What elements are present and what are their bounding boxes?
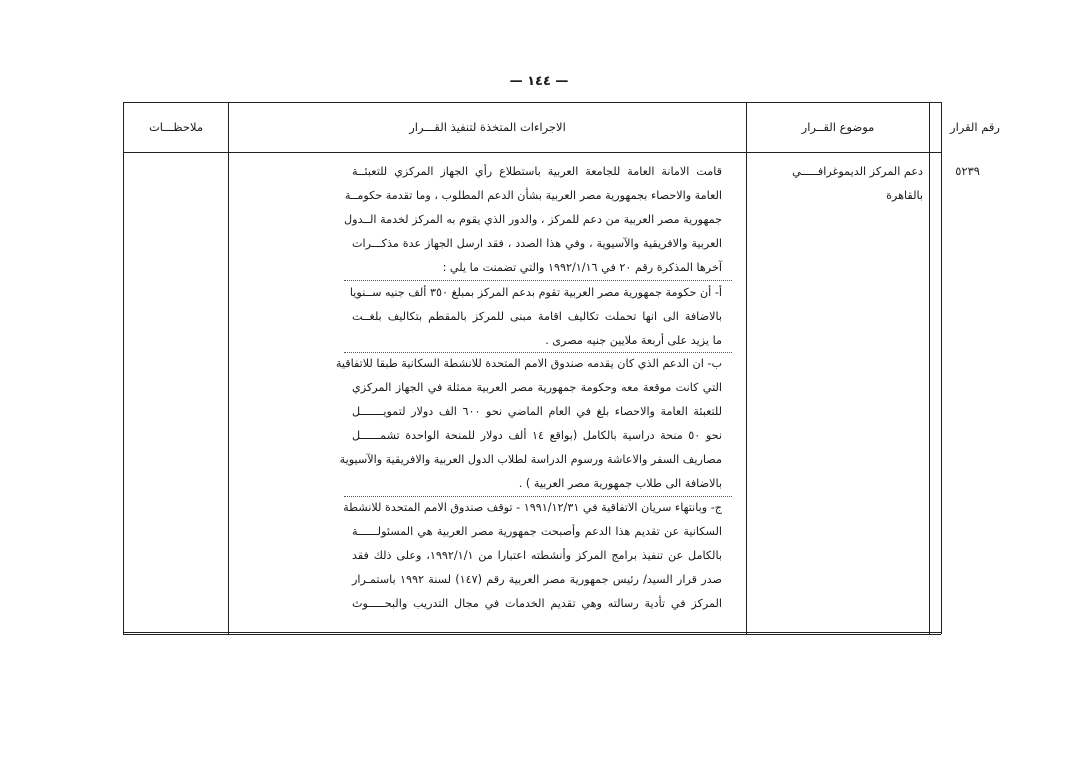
intro-line: آخرها المذكرة رقم ٢٠ في ١٩٩٢/١/١٦ والتي تضمنت ما يلي :: [442, 261, 722, 274]
header-decision-number-text: رقم القرار: [950, 120, 1000, 134]
item-c-line: المركز في تأدية رسالته وهي تقديم الخدمات في مجال التدريب والبحـــــوث: [352, 597, 722, 610]
item-b-line: ب- ان الدعم الذي كان يقدمه صندوق الامم المتحدة للانشطة السكانية طبقا للاتفاقية: [335, 357, 722, 370]
intro-line: العربية والافريقية والآسيوية ، وفي هذا الصدد ، فقد ارسل الجهاز عدة مذكـــرات: [352, 237, 722, 250]
col-border-notes-actions: [228, 102, 229, 634]
item-b-line: التي كانت موقعة معه وحكومة جمهورية مصر العربية ممثلة في الجهاز المركزي: [352, 381, 722, 394]
item-c-line: بالكامل عن تنفيذ برامج المركز وأنشطته اعتبارا من ١٩٩٢/١/١، وعلى ذلك فقد: [352, 549, 722, 562]
table-bottom-border-2: [123, 634, 941, 635]
header-actions: الاجراءات المتخذة لتنفيذ القـــرار: [409, 120, 566, 134]
intro-line: جمهورية مصر العربية من دعم للمركز ، والدور الذي يقوم به المركز لخدمة الــدول: [344, 213, 722, 226]
item-b-line: للتعبئة العامة والاحصاء بلغ في العام الماضي نحو ٦٠٠ الف دولار لتمويـــــــل: [352, 405, 722, 418]
intro-line: العامة والاحصاء بجمهورية مصر العربية بشأن الدعم المطلوب ، وما تقدمة حكومــة: [344, 189, 722, 202]
col-border-left: [123, 102, 124, 634]
item-a-line: بالاضافة الى انها تحملت تكاليف اقامة مبنى للمركز بالمقطم بتكاليف بلغــت: [352, 310, 722, 323]
table-header-divider: [123, 152, 941, 153]
col-border-subject-number: [929, 102, 930, 634]
header-decision-number: [930, 102, 1000, 152]
item-a-line: أ- أن حكومة جمهورية مصر العربية تقوم بدعم المركز بمبلغ ٣٥٠ ألف جنيه ســنويا: [349, 286, 722, 299]
header-subject: موضوع القــرار: [801, 120, 875, 134]
item-a-line: ما يزيد على أربعة ملايين جنيه مصرى .: [545, 334, 722, 347]
col-border-right: [941, 102, 942, 634]
table-bottom-border: [123, 632, 941, 633]
col-border-actions-subject: [746, 102, 747, 634]
item-b-line: مصاريف السفر والاعاشة ورسوم الدراسة لطلاب الدول العربية والافريقية والآسيوية: [339, 453, 722, 466]
item-c-line: السكانية عن تقديم هذا الدعم وأصبحت جمهورية مصر العربية هي المسئولــــــة: [352, 525, 722, 538]
subject-line-1: دعم المركز الديموغرافـــــي: [792, 165, 923, 178]
page-number: — ١٤٤ —: [509, 74, 569, 89]
header-notes: ملاحظـــات: [148, 120, 203, 134]
item-b-line: نحو ٥٠ منحة دراسية بالكامل (بواقع ١٤ ألف دولار للمنحة الواحدة تشمــــــل: [352, 429, 723, 442]
subject-line-2: بالقاهرة: [886, 189, 923, 202]
intro-line: قامت الامانة العامة للجامعة العربية باستطلاع رأي الجهاز المركزي للتعبئــة: [352, 165, 722, 178]
item-c-line: ج- وبانتهاء سريان الاتفاقية في ١٩٩١/١٢/٣١ - توقف صندوق الامم المتحدة للانشطة: [343, 501, 722, 514]
item-b-line: بالاضافة الى طلاب جمهورية مصر العربية ) .: [518, 477, 722, 490]
item-c-line: صدر قرار السيد/ رئيس جمهورية مصر العربية رقم (١٤٧) لسنة ١٩٩٢ باستمـرار: [352, 573, 722, 586]
decision-number: ٥٢٣٩: [955, 164, 980, 178]
